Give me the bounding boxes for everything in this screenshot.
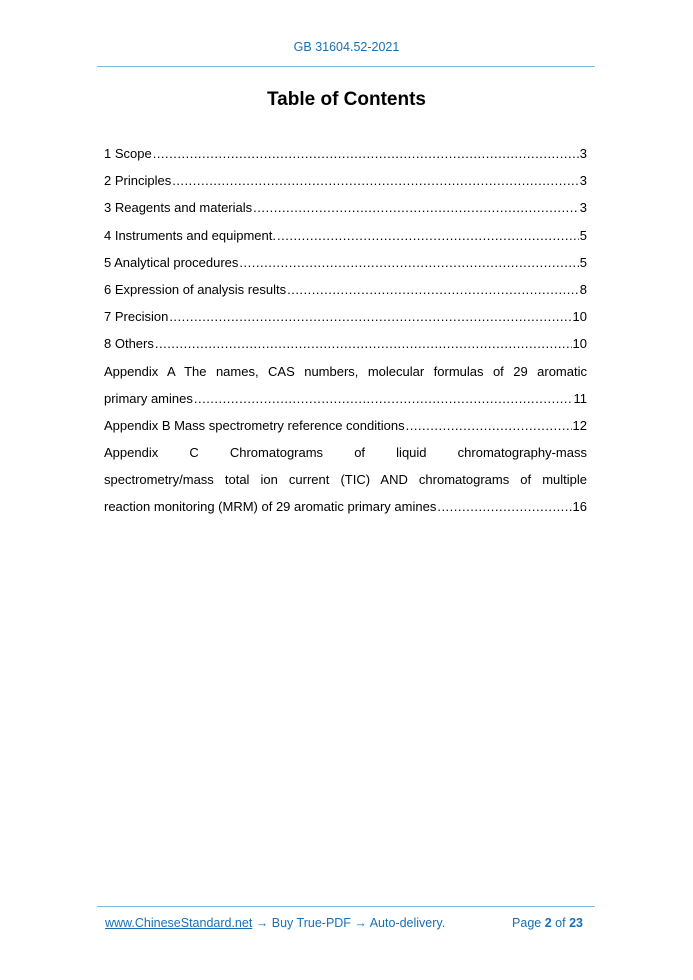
toc-entry-page: 8 xyxy=(579,281,587,297)
toc-entry-label-continued: spectrometry/mass total ion current (TIC) AND chromatograms of multiple xyxy=(104,472,587,488)
toc-entry-label: 6 Expression of analysis results xyxy=(104,281,287,297)
toc-entry-others[interactable] xyxy=(104,330,587,357)
toc-dot-leader xyxy=(169,303,571,330)
toc-entry-label: 7 Precision xyxy=(104,309,169,325)
toc-entry-page: 10 xyxy=(572,336,587,352)
toc-entry-expression[interactable] xyxy=(104,276,587,303)
toc-entry-appendix-b[interactable] xyxy=(104,412,587,439)
toc-entry-appendix-c[interactable] xyxy=(104,439,587,521)
toc-entry-precision[interactable] xyxy=(104,303,587,330)
toc-entry-page: 3 xyxy=(579,200,587,216)
toc-entry-page: 16 xyxy=(572,499,587,515)
toc-entry-page: 3 xyxy=(579,146,587,161)
page-title: Table of Contents xyxy=(266,89,427,110)
toc-entry-label: 2 Principles xyxy=(104,173,172,189)
toc-entry-scope[interactable] xyxy=(104,140,587,167)
toc-dot-leader xyxy=(155,330,572,357)
toc-entry-page: 11 xyxy=(573,390,587,406)
toc-entry-instruments[interactable] xyxy=(104,222,587,249)
toc-entry-label: Appendix C Chromatograms of liquid chromatography-mass xyxy=(104,445,587,461)
toc-entry-label: 8 Others xyxy=(104,336,154,352)
footer-divider xyxy=(97,906,595,907)
toc-dot-leader xyxy=(239,249,578,276)
toc-entry-label: 4 Instruments and equipment. xyxy=(104,227,276,243)
toc-entry-page: 5 xyxy=(579,254,587,270)
page-of-label: of xyxy=(555,916,566,930)
toc-dot-leader xyxy=(406,412,572,439)
toc-entry-label: 1 Scope xyxy=(104,146,152,161)
table-of-contents xyxy=(104,140,587,521)
toc-entry-label-continued: primary amines xyxy=(104,390,193,406)
website-link[interactable]: www.ChineseStandard.net xyxy=(105,916,253,930)
toc-dot-leader xyxy=(277,222,579,249)
toc-dot-leader xyxy=(172,167,579,194)
current-page-number: 2 xyxy=(544,916,552,930)
toc-dot-leader xyxy=(194,385,573,412)
toc-dot-leader xyxy=(253,194,579,221)
footer-promo xyxy=(105,916,445,930)
header-divider xyxy=(97,66,595,67)
footer-promo-text: → Buy True-PDF → Auto-delivery. xyxy=(252,916,446,930)
page-number-indicator xyxy=(512,916,583,930)
toc-entry-label: Appendix B Mass spectrometry reference conditions xyxy=(104,417,405,433)
total-pages-number: 23 xyxy=(569,916,583,930)
toc-entry-label-continued: reaction monitoring (MRM) of 29 aromatic primary amines xyxy=(104,499,437,515)
toc-entry-procedures[interactable] xyxy=(104,249,587,276)
toc-entry-reagents[interactable] xyxy=(104,194,587,221)
toc-entry-principles[interactable] xyxy=(104,167,587,194)
toc-entry-label: Appendix A The names, CAS numbers, molecular formulas of 29 aromatic xyxy=(104,363,587,379)
toc-entry-page: 3 xyxy=(579,173,587,189)
toc-entry-label: 3 Reagents and materials xyxy=(104,200,253,216)
toc-entry-appendix-a[interactable] xyxy=(104,358,587,412)
toc-entry-page: 5 xyxy=(579,227,587,243)
toc-dot-leader xyxy=(287,276,579,303)
toc-entry-page: 10 xyxy=(572,309,587,325)
standard-code-header: GB 31604.52-2021 xyxy=(293,40,400,54)
toc-entry-page: 12 xyxy=(572,417,587,433)
toc-dot-leader xyxy=(153,140,579,167)
toc-dot-leader xyxy=(437,493,571,520)
page-prefix: Page xyxy=(512,916,542,930)
toc-entry-label: 5 Analytical procedures xyxy=(104,254,239,270)
